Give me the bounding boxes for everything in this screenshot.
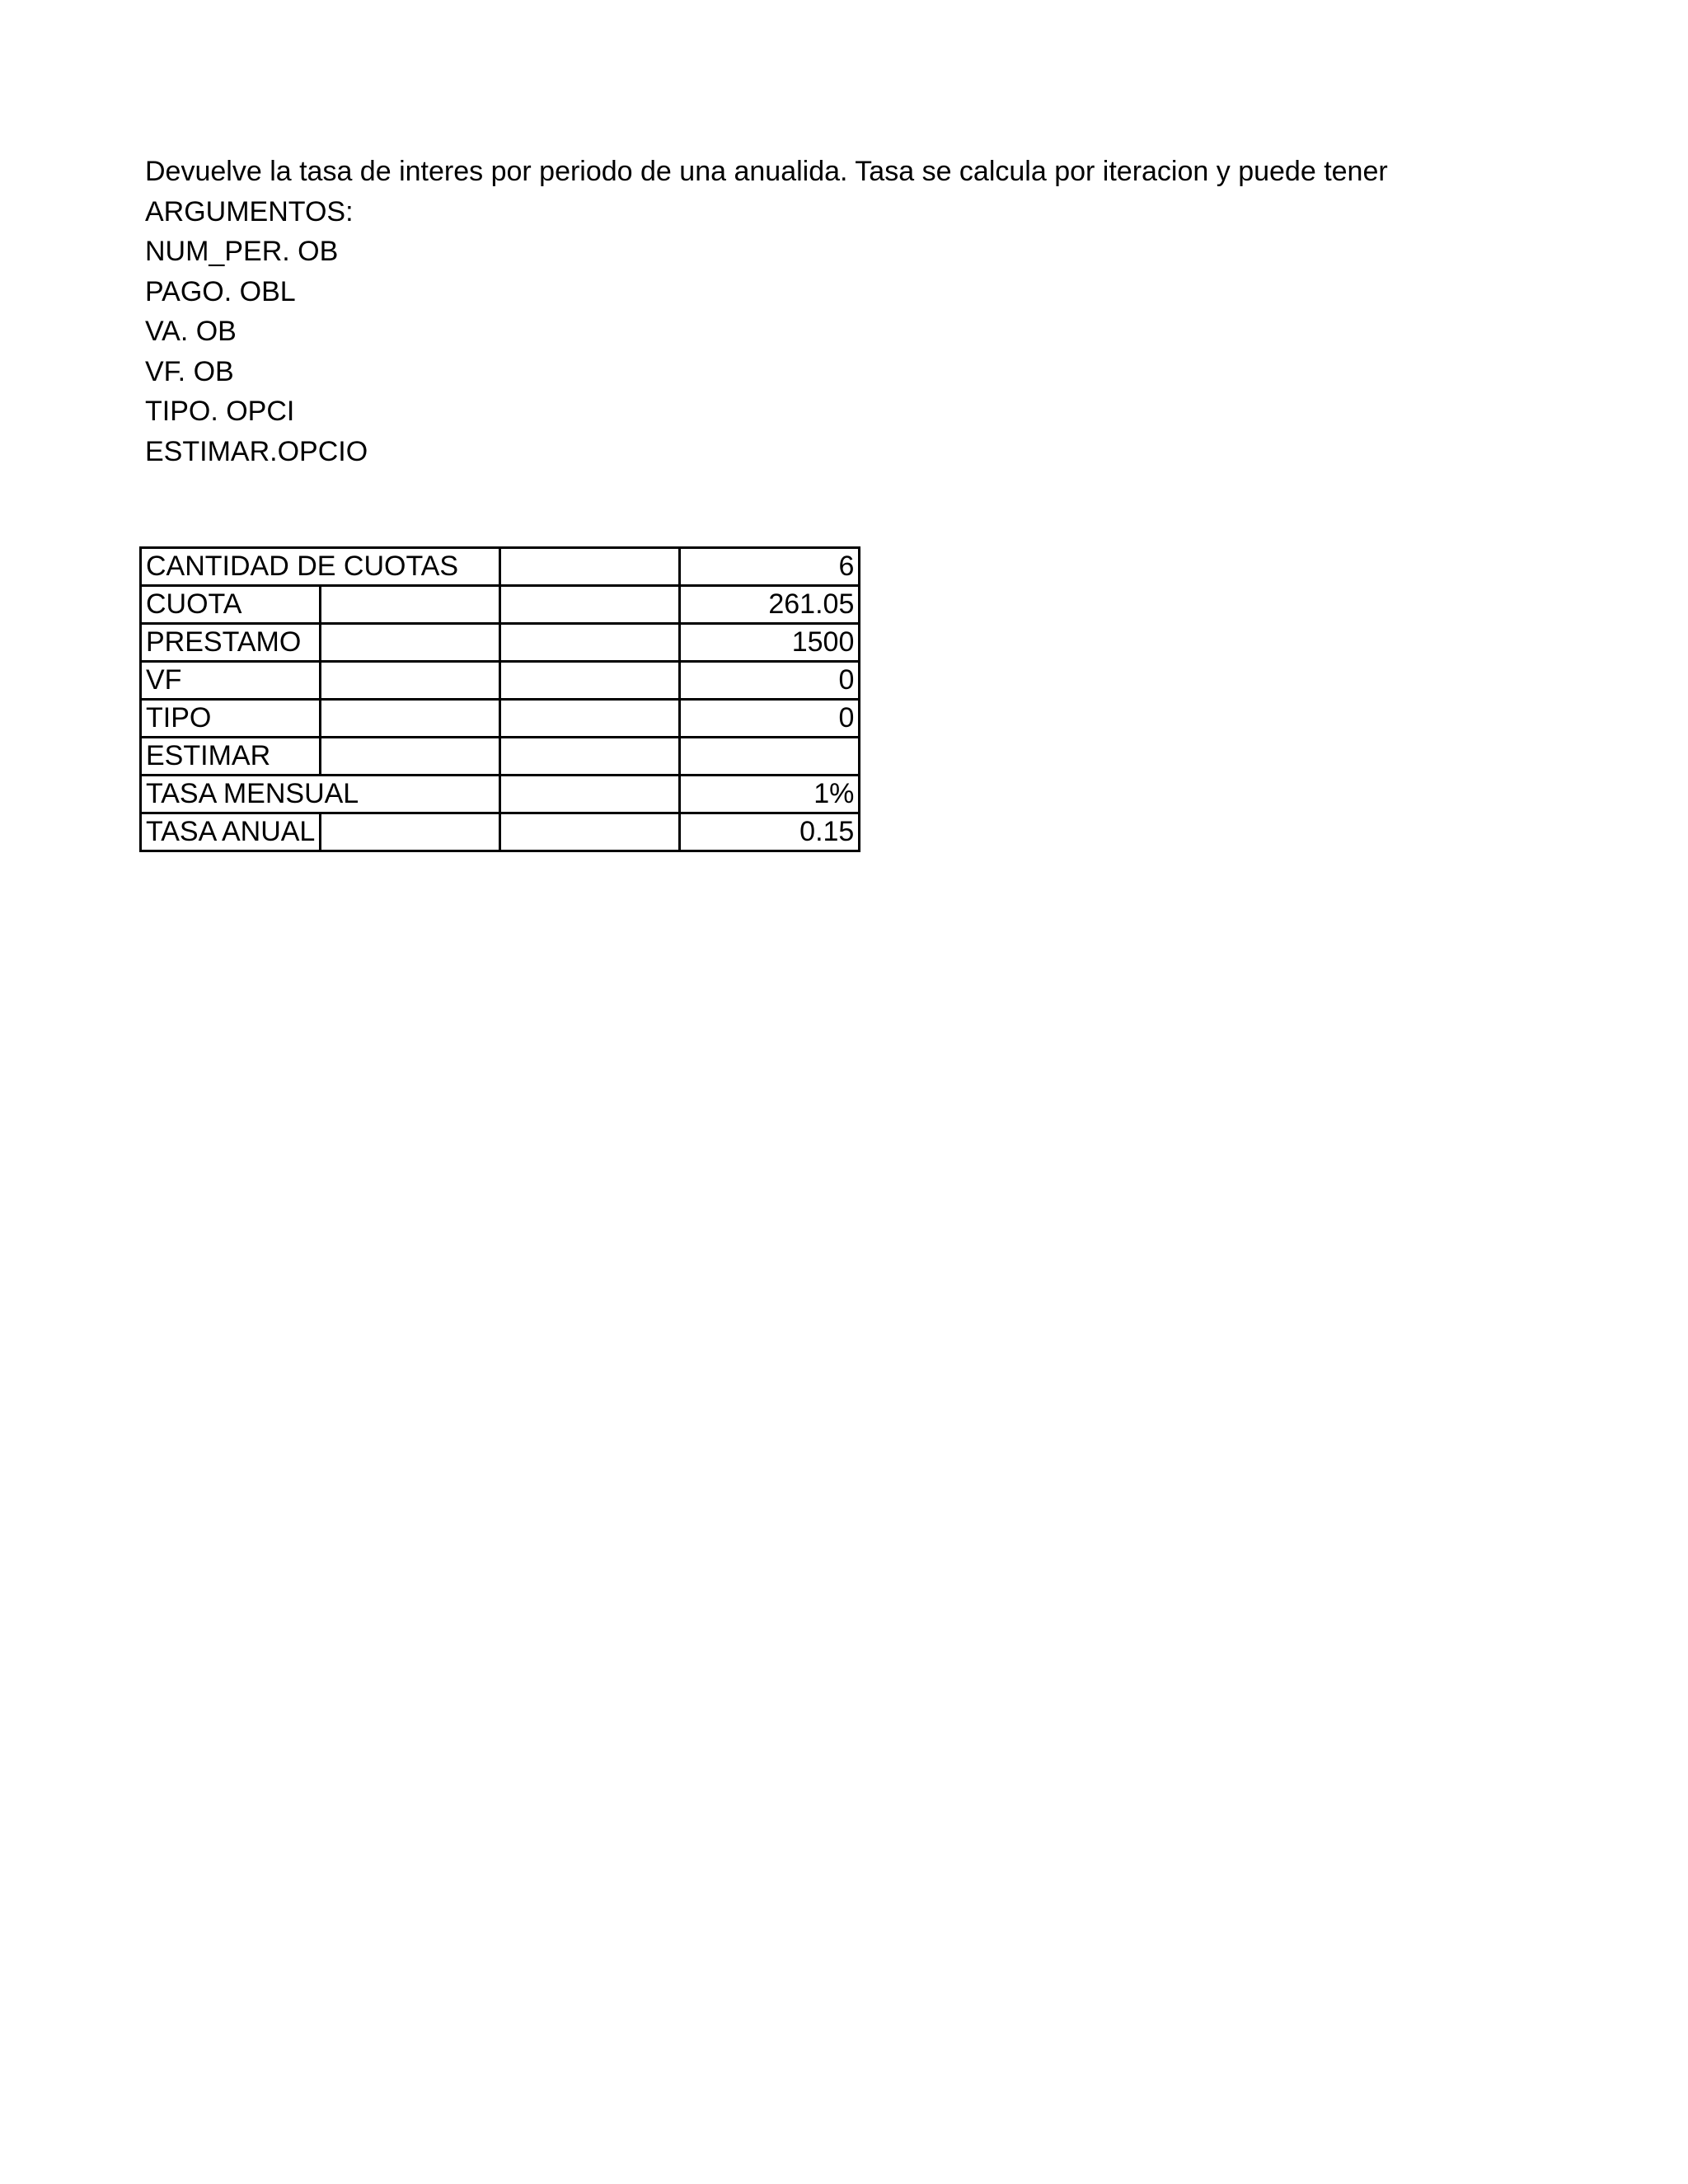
argument-line: ESTIMAR.OPCIO xyxy=(145,435,368,467)
row-label: ESTIMAR xyxy=(141,738,321,776)
table-row xyxy=(141,813,860,851)
row-label: PRESTAMO xyxy=(141,624,321,662)
table-row xyxy=(141,624,860,662)
table-row xyxy=(141,700,860,738)
row-value: 0.15 xyxy=(680,813,860,851)
row-label: TASA ANUAL xyxy=(141,813,321,851)
argument-line: VA. OB xyxy=(145,316,237,347)
row-value: 261.05 xyxy=(680,586,860,624)
empty-cell xyxy=(321,586,500,624)
empty-cell xyxy=(500,700,680,738)
empty-cell xyxy=(321,662,500,700)
description-block xyxy=(145,152,1388,471)
empty-cell xyxy=(500,776,680,813)
empty-cell xyxy=(321,738,500,776)
empty-cell xyxy=(321,700,500,738)
table-row xyxy=(141,662,860,700)
empty-cell xyxy=(500,662,680,700)
description-line: Devuelve la tasa de interes por periodo de una anualida. Tasa se calcula por iteracion y puede tener xyxy=(145,156,1388,187)
argument-line: PAGO. OBL xyxy=(145,275,296,307)
empty-cell xyxy=(500,624,680,662)
empty-cell xyxy=(321,624,500,662)
table-row xyxy=(141,548,860,586)
table-row xyxy=(141,776,860,813)
argument-line: VF. OB xyxy=(145,355,234,387)
table-row xyxy=(141,586,860,624)
argument-line: TIPO. OPCI xyxy=(145,396,295,427)
row-value: 1% xyxy=(680,776,860,813)
argument-line: NUM_PER. OB xyxy=(145,236,339,267)
row-value: 0 xyxy=(680,662,860,700)
loan-table xyxy=(139,546,860,852)
row-value: 0 xyxy=(680,700,860,738)
row-value: 1500 xyxy=(680,624,860,662)
row-label: VF xyxy=(141,662,321,700)
row-value: 6 xyxy=(680,548,860,586)
empty-cell xyxy=(500,738,680,776)
empty-cell xyxy=(500,813,680,851)
arguments-heading: ARGUMENTOS: xyxy=(145,195,354,227)
row-value xyxy=(680,738,860,776)
empty-cell xyxy=(321,813,500,851)
row-label: TIPO xyxy=(141,700,321,738)
empty-cell xyxy=(500,548,680,586)
row-label: CANTIDAD DE CUOTAS xyxy=(141,548,500,586)
empty-cell xyxy=(500,586,680,624)
table-row xyxy=(141,738,860,776)
row-label: TASA MENSUAL xyxy=(141,776,500,813)
row-label: CUOTA xyxy=(141,586,321,624)
